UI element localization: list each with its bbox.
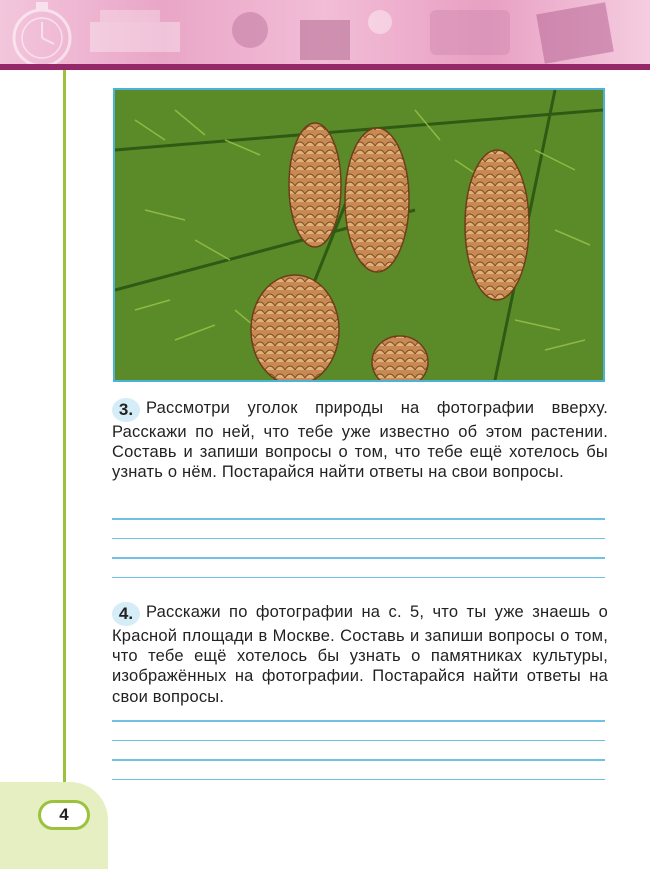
header-collage-icon xyxy=(0,0,650,64)
answer-line xyxy=(112,518,605,520)
task-3 xyxy=(112,398,608,483)
task-4 xyxy=(112,602,608,707)
answer-line xyxy=(112,720,605,722)
margin-rule xyxy=(63,70,66,810)
header-divider xyxy=(0,64,650,70)
answer-lines-task-3 xyxy=(112,518,605,596)
answer-line xyxy=(112,538,605,540)
page-header-banner xyxy=(0,0,650,64)
answer-line xyxy=(112,779,605,781)
answer-line xyxy=(112,557,605,559)
answer-line xyxy=(112,577,605,579)
task-text: Расскажи по фотографии на с. 5, что ты уже знаешь о Красной площади в Москве. Составь и запиши вопросы о том, что тебе ещё хотелось бы узнать о памятниках культуры, изображённых на фотографии. Постарайся найти ответы на свои вопросы. xyxy=(112,603,608,706)
answer-line xyxy=(112,759,605,761)
spruce-photo xyxy=(113,88,605,382)
answer-lines-task-4 xyxy=(112,720,605,798)
task-text: Рассмотри уголок природы на фотографии вверху. Расскажи по ней, что тебе уже известно об этом растении. Составь и запиши вопросы о том, что тебе ещё хотелось бы узнать о нём. Постарайся найти ответы на свои вопросы. xyxy=(112,399,608,482)
answer-line xyxy=(112,740,605,742)
task-number-badge: 4. xyxy=(112,602,140,626)
page-number: 4 xyxy=(38,800,90,830)
task-number-badge: 3. xyxy=(112,398,140,422)
